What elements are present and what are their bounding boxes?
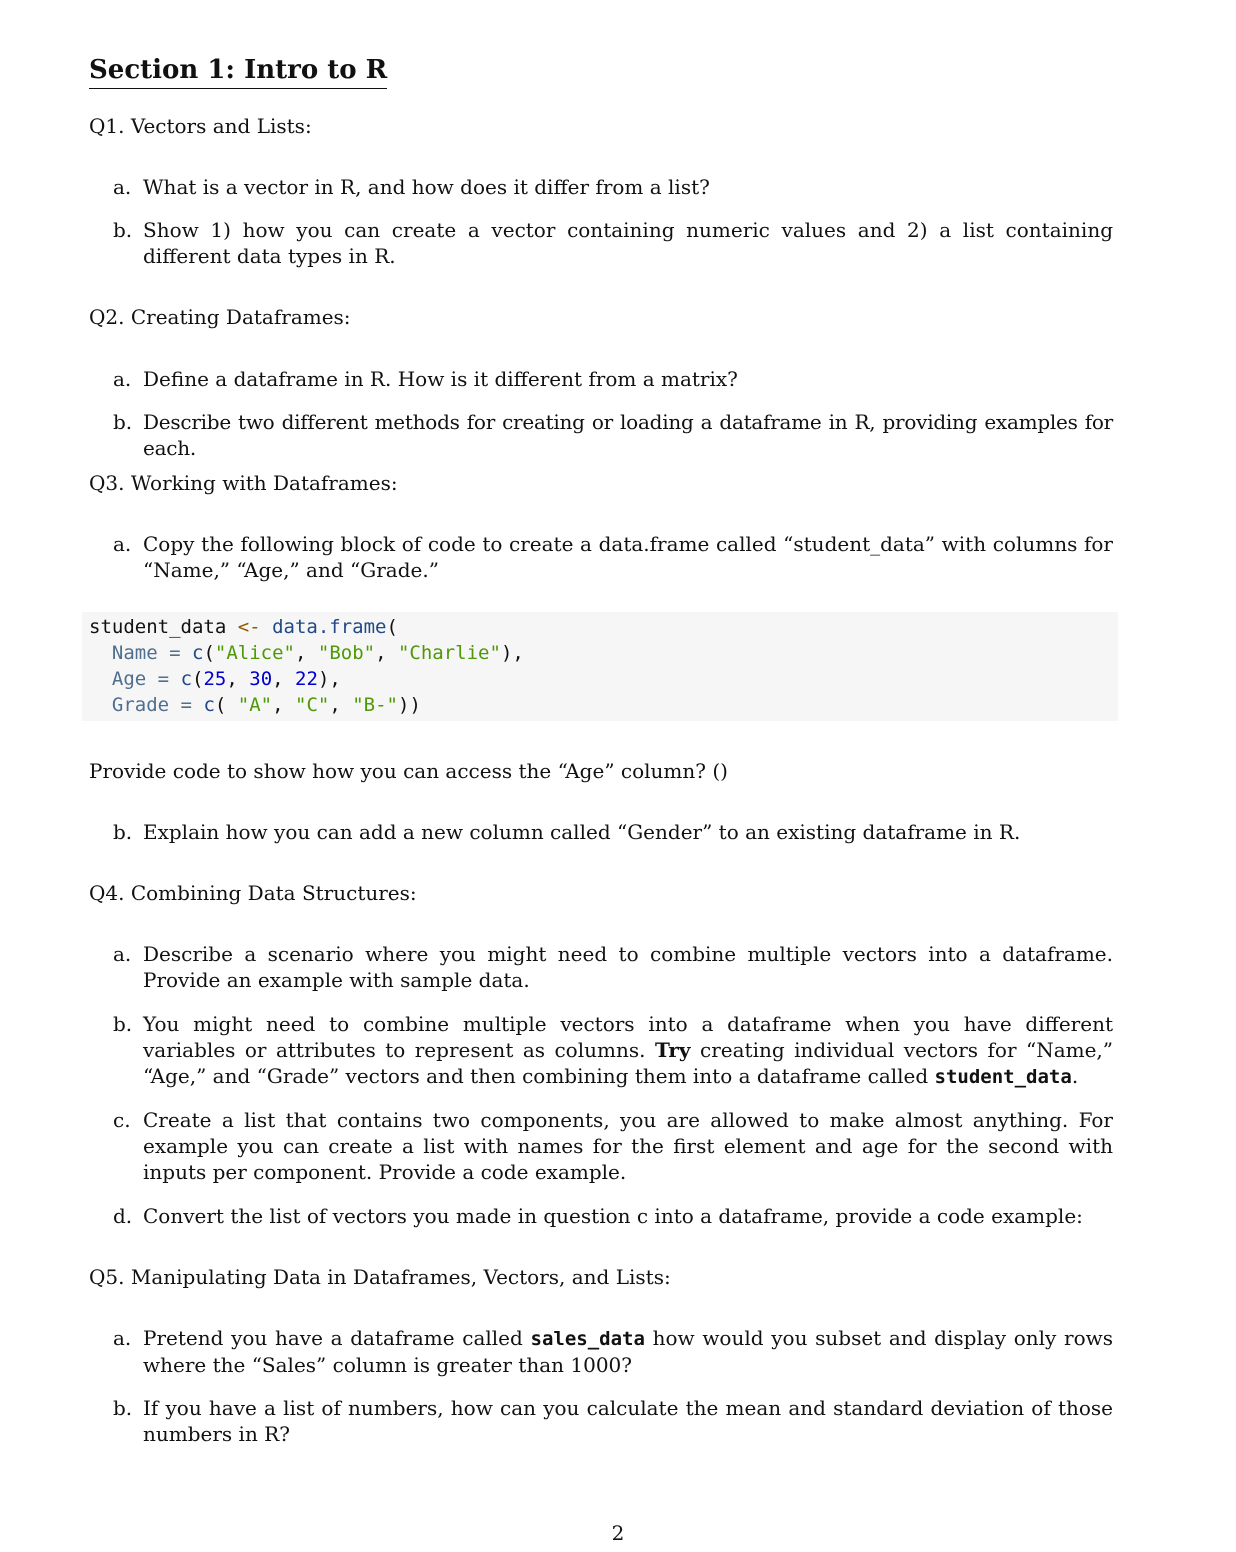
- code-variable: student_data: [89, 616, 227, 638]
- code-equals: =: [157, 668, 170, 690]
- item-label: b.: [113, 410, 133, 434]
- q3-item-b: [113, 819, 1113, 845]
- q1-item-a: [113, 174, 1113, 200]
- q2-item-a: [113, 366, 1113, 392]
- q2-heading: Q2. Creating Dataframes:: [89, 305, 351, 329]
- item-text: [143, 1325, 1113, 1378]
- code-function: data.frame: [272, 616, 387, 638]
- q1-item-b: [113, 217, 1113, 269]
- item-text: Show 1) how you can create a vector containing numeric values and 2) a list containing different data types in R.: [143, 218, 1113, 268]
- code-string: "Alice": [214, 642, 295, 664]
- code-punct: ),: [500, 642, 524, 664]
- item-text: Describe a scenario where you might need to combine multiple vectors into a dataframe. Provide an example with sample data.: [143, 942, 1113, 992]
- q4-item-d: [113, 1203, 1113, 1229]
- inline-code: sales_data: [530, 1328, 645, 1350]
- item-text: Describe two different methods for creating or loading a dataframe in R, providing examples for each.: [143, 410, 1113, 460]
- item-text: Copy the following block of code to create a data.frame called “student_data” with columns for “Name,” “Age,” and “Grade.”: [143, 532, 1113, 582]
- q5-item-b: [113, 1395, 1113, 1447]
- item-text: If you have a list of numbers, how can you calculate the mean and standard deviation of those numbers in R?: [143, 1396, 1113, 1446]
- item-text-part: creating individual vectors for “Name,” “Age,” and “Grade” vectors and then combining them into a dataframe called: [143, 1038, 1114, 1088]
- q4-item-c: [113, 1107, 1113, 1185]
- item-text: Convert the list of vectors you made in question c into a dataframe, provide a code example:: [143, 1204, 1083, 1228]
- code-string: "C": [295, 694, 330, 716]
- page-number: 2: [611, 1521, 625, 1545]
- item-text: Explain how you can add a new column called “Gender” to an existing dataframe in R.: [143, 820, 1021, 844]
- item-text: [143, 1011, 1113, 1090]
- code-arg: Name: [111, 642, 158, 664]
- item-label: a.: [113, 367, 132, 391]
- code-string: "Charlie": [397, 642, 501, 664]
- item-label: a.: [113, 1326, 132, 1350]
- code-function: c: [203, 694, 215, 716]
- item-text: Create a list that contains two components, you are allowed to make almost anything. For example you can create a list with names for the first element and age for the second with inputs per component. Provide a code example.: [143, 1108, 1113, 1184]
- q3-access-text: Provide code to show how you can access the “Age” column? (): [89, 759, 728, 783]
- q3-item-a: [113, 531, 1113, 583]
- item-text: Define a dataframe in R. How is it different from a matrix?: [143, 367, 738, 391]
- code-arg: Grade: [111, 694, 170, 716]
- q4-heading: Q4. Combining Data Structures:: [89, 881, 417, 905]
- item-label: b.: [113, 1012, 133, 1036]
- item-text-part: You might need to combine multiple vectors into a dataframe when you have different variables or attributes to represent as columns.: [143, 1012, 1113, 1062]
- code-line-4: Grade = c( "A", "C", "B-")): [111, 694, 421, 716]
- item-label: b.: [113, 1396, 133, 1420]
- code-punct: ),: [317, 668, 341, 690]
- code-equals: =: [169, 642, 181, 664]
- q5-item-a: [113, 1325, 1113, 1378]
- q4-item-b: [113, 1011, 1113, 1090]
- section-title: Section 1: Intro to R: [89, 52, 387, 89]
- code-punct: )): [398, 694, 421, 716]
- item-label: a.: [113, 942, 132, 966]
- code-string: "A": [237, 694, 273, 716]
- q5-heading: Q5. Manipulating Data in Dataframes, Vectors, and Lists:: [89, 1265, 671, 1289]
- code-function: c: [192, 642, 204, 664]
- item-label: c.: [113, 1108, 131, 1132]
- q3-heading: Q3. Working with Dataframes:: [89, 471, 398, 495]
- item-text: What is a vector in R, and how does it differ from a list?: [143, 175, 710, 199]
- code-number: 30: [249, 668, 273, 690]
- code-punct: (: [386, 616, 398, 638]
- code-line-3: Age = c(25, 30, 22),: [111, 668, 341, 690]
- code-string: "B-": [352, 694, 398, 716]
- inline-code: student_data: [934, 1066, 1072, 1088]
- item-label: b.: [113, 820, 133, 844]
- item-label: b.: [113, 218, 133, 242]
- item-bold-text: Try: [654, 1038, 691, 1062]
- item-text-part: how would you subset and display only rows where the “Sales” column is greater than 1000?: [143, 1326, 1114, 1377]
- code-operator: <-: [237, 616, 261, 638]
- code-number: 25: [203, 668, 227, 690]
- code-line-2: Name = c("Alice", "Bob", "Charlie"),: [111, 642, 524, 664]
- code-arg: Age: [111, 668, 147, 690]
- q4-item-a: [113, 941, 1113, 993]
- code-number: 22: [295, 668, 318, 690]
- item-label: d.: [113, 1204, 133, 1228]
- code-function: c: [180, 668, 193, 690]
- q2-item-b: [113, 409, 1113, 461]
- item-text-part: Pretend you have a dataframe called: [143, 1326, 523, 1350]
- item-text-part: .: [1071, 1064, 1079, 1088]
- q1-heading: Q1. Vectors and Lists:: [89, 114, 312, 138]
- code-equals: =: [180, 694, 192, 716]
- item-label: a.: [113, 532, 132, 556]
- code-string: "Bob": [317, 642, 376, 664]
- item-label: a.: [113, 175, 132, 199]
- code-line-1: [89, 614, 398, 640]
